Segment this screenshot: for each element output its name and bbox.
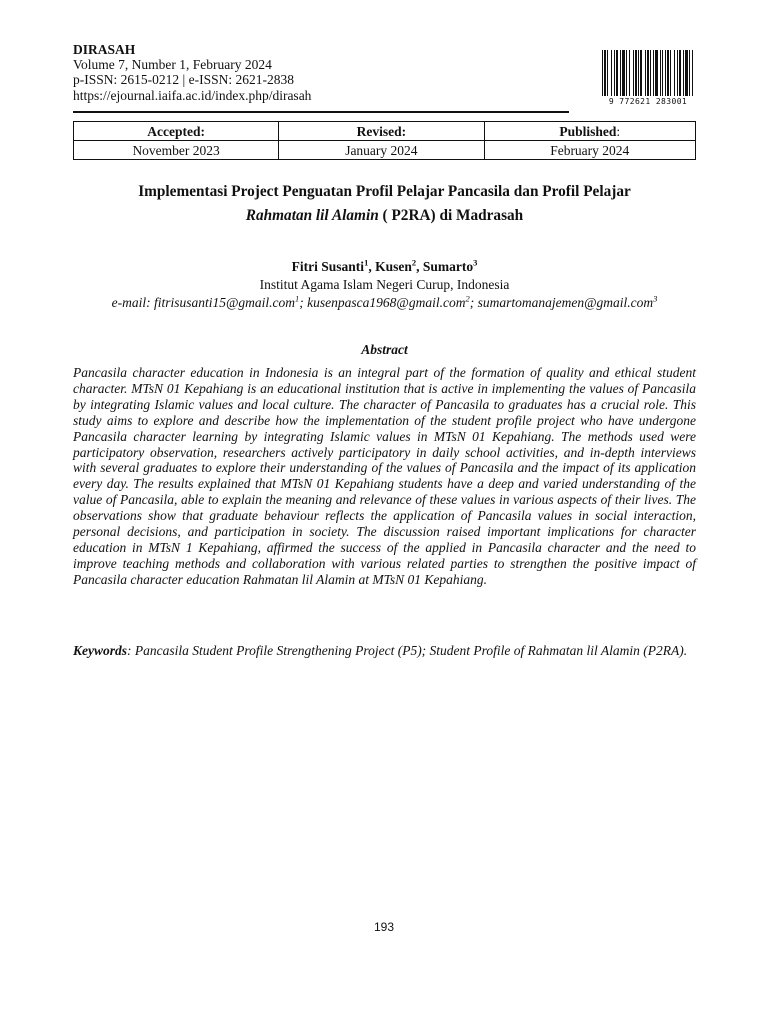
barcode-bar (635, 50, 637, 96)
author-2: Kusen (375, 259, 412, 274)
author-sep: , (416, 259, 423, 274)
journal-url[interactable]: https://ejournal.iaifa.ac.id/index.php/dirasah (73, 87, 312, 103)
barcode-bar (622, 50, 625, 96)
barcode-bar (685, 50, 688, 96)
barcode-bar (611, 50, 612, 96)
dates-table (73, 121, 696, 160)
barcode-bar (689, 50, 690, 96)
email-3-sup: 3 (653, 293, 658, 304)
barcode-bar (655, 50, 658, 96)
author-names (73, 258, 696, 276)
accepted-label: Accepted: (74, 122, 279, 141)
email-1[interactable]: fitrisusanti15@gmail.com (153, 295, 296, 310)
journal-issn: p-ISSN: 2615-0212 | e-ISSN: 2621-2838 (73, 72, 294, 88)
accepted-value: November 2023 (74, 141, 279, 160)
author-3-sup: 3 (473, 257, 478, 268)
journal-info (73, 42, 311, 103)
barcode-bar (614, 50, 615, 96)
barcode-bar (616, 50, 618, 96)
barcode-bar (629, 50, 630, 96)
barcode-digits: 9 772621 283001 (608, 97, 688, 106)
revised-value: January 2024 (279, 141, 484, 160)
abstract-heading: Abstract (361, 342, 408, 357)
email-sep: ; (299, 295, 308, 310)
barcode-bar (645, 50, 646, 96)
barcode-bar (633, 50, 634, 96)
affiliation: Institut Agama Islam Negeri Curup, Indonesia (259, 277, 510, 292)
barcode-bar (604, 50, 606, 96)
barcode-bar (647, 50, 649, 96)
barcode-bar (692, 50, 693, 96)
header-rule (73, 111, 569, 113)
email-line (73, 294, 696, 312)
barcode-bar (653, 50, 654, 96)
barcode-bar (602, 50, 603, 96)
barcode-bar (670, 50, 671, 96)
paper-title (73, 180, 696, 228)
author-2-sup: 2 (411, 257, 417, 268)
barcode-bar (607, 50, 608, 96)
barcode-bar (674, 50, 675, 96)
barcode (600, 50, 696, 108)
keywords (73, 643, 696, 659)
barcode-bar (650, 50, 651, 96)
author-1-sup: 1 (364, 257, 369, 268)
email-3[interactable]: sumartomanajemen@gmail.com (477, 295, 654, 310)
title-line-2 (73, 204, 696, 228)
journal-name: DIRASAH (73, 42, 136, 57)
keywords-label: Keywords (73, 643, 127, 658)
revised-label: Revised: (279, 122, 484, 141)
barcode-bars (600, 50, 696, 96)
published-label: Published (559, 123, 617, 139)
email-sep: ; (469, 295, 478, 310)
title-rest: ( P2RA) di Madrasah (378, 207, 524, 224)
title-line-1: Implementasi Project Penguatan Profil Pelajar Pancasila dan Profil Pelajar (138, 183, 631, 200)
barcode-bar (660, 50, 661, 96)
published-label-cell (484, 122, 696, 141)
email-prefix: e-mail: (111, 295, 154, 310)
barcode-bar (640, 50, 642, 96)
barcode-bar (679, 50, 681, 96)
title-italic: Rahmatan lil Alamin (245, 207, 379, 224)
barcode-bar (620, 50, 621, 96)
email-2-sup: 2 (465, 293, 470, 304)
published-colon: : (616, 123, 621, 139)
email-2[interactable]: kusenpasca1968@gmail.com (307, 295, 466, 310)
barcode-bar (638, 50, 639, 96)
published-value: February 2024 (484, 141, 696, 160)
journal-volume: Volume 7, Number 1, February 2024 (73, 57, 272, 73)
author-1: Fitri Susanti (291, 259, 365, 274)
barcode-bar (665, 50, 666, 96)
abstract-text: Pancasila character education in Indonesia is an integral part of the formation of quality and ethical student character. MTsN 01 Kepahiang is an educational institution that is active in implementing the values of Pancasila by integrating Islamic values and local culture. The character of Pancasila to graduates has a crucial role. This study aims to explore and describe how the implementation of the student profile project who have undergone Pancasila character learning by integrating Islamic values in MTsN 01 Kepahiang. The methods used were participatory observation, researchers actively participatory in daily school activities, and in-depth interviews with several graduates to explore their understanding of the values of Pancasila and the impact of its application every day. The results explained that MTsN 01 Kepahiang students have a deep and varied understanding of the value of Pancasila, able to explain the meaning and relevance of these values in various aspects of their lives. The observations show that graduate behaviour reflects the application of Pancasila values in social interaction, personal decisions, and participation in society. The discussion raised important implications for character education in MTsN 1 Kepahiang, affirmed the success of the applied in Pancasila character and the need to improve teaching methods and collaboration with various related parties to strengthen the positive impact of Pancasila character education Rahmatan lil Alamin at MTsN 01 Kepahiang. (73, 365, 696, 587)
barcode-bar (662, 50, 663, 96)
author-3: Sumarto (422, 259, 474, 274)
barcode-bar (677, 50, 678, 96)
author-sep: , (368, 259, 376, 274)
keywords-text: : Pancasila Student Profile Strengthening Project (P5); Student Profile of Rahmatan lil Alamin (P2RA). (127, 643, 688, 658)
barcode-bar (683, 50, 684, 96)
authors-block (73, 258, 696, 312)
barcode-bar (626, 50, 627, 96)
email-1-sup: 1 (295, 293, 300, 304)
page-number: 193 (373, 920, 395, 934)
barcode-bar (667, 50, 669, 96)
